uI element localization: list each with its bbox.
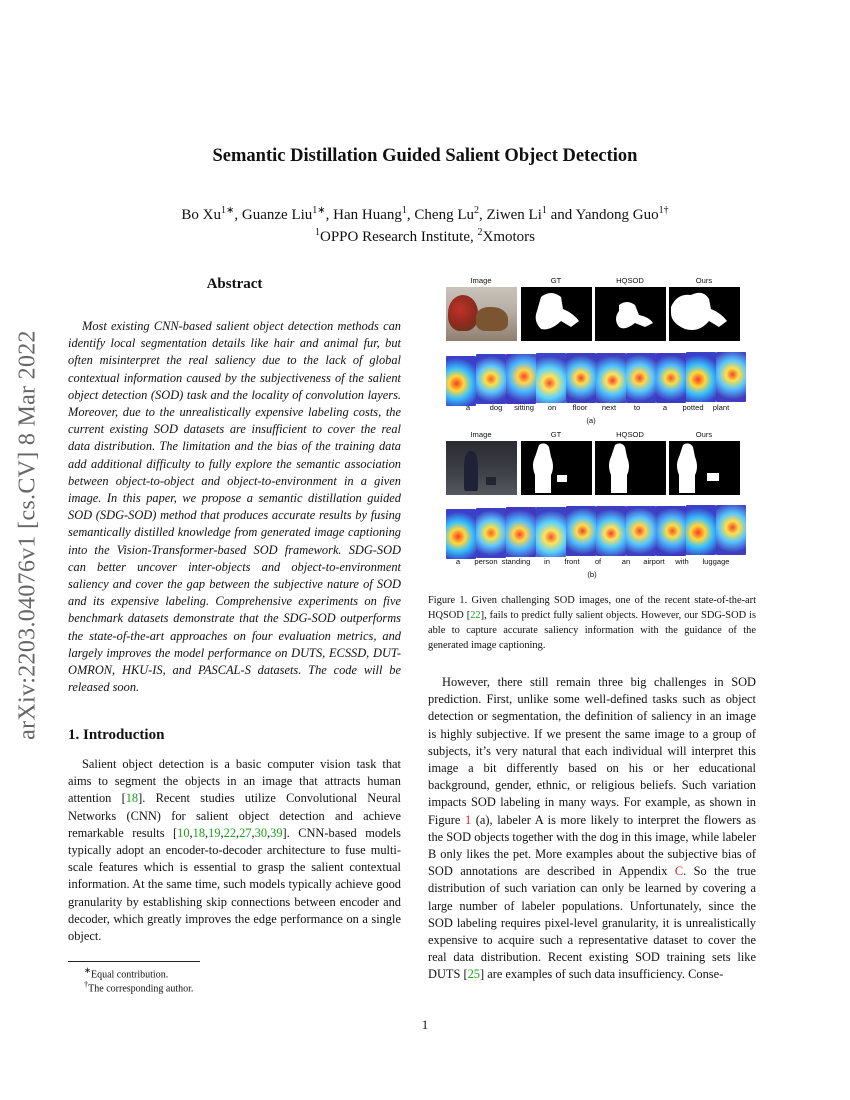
arxiv-id: arXiv:2203.04076v1 [cs.CV] 8 Mar 2022 bbox=[14, 330, 41, 740]
gt-mask-a bbox=[521, 287, 592, 341]
caption-word: standing bbox=[501, 557, 531, 566]
caption-word: a bbox=[465, 403, 471, 412]
caption-word: luggage bbox=[702, 557, 730, 566]
citation-link[interactable]: 10 bbox=[177, 825, 190, 840]
caption-word: next bbox=[601, 403, 617, 412]
col-header-hqsod: HQSOD bbox=[616, 430, 644, 439]
caption-word: to bbox=[633, 403, 641, 412]
citation-link[interactable]: 27 bbox=[239, 825, 252, 840]
subfigure-label-b: (b) bbox=[587, 570, 597, 579]
caption-word: airport bbox=[643, 557, 665, 566]
appendix-ref-link[interactable]: C bbox=[674, 864, 684, 879]
col-header-image: Image bbox=[470, 276, 492, 285]
author-list: Bo $Xu^{1∗}$, Guanze Liu$^{1∗}$, Han Huang$^1$, Cheng Lu$^2$, Ziwen Li$^1$ and Yandong Guo$^{1\dagger}$ bbox=[181, 205, 669, 223]
citation-link[interactable]: 22 bbox=[470, 610, 481, 621]
col-header-gt: GT bbox=[550, 430, 562, 439]
caption-word: floor bbox=[572, 403, 588, 412]
intro-paragraph: Salient object detection is a basic computer vision task that aims to segment the objects in an image that attracts human attention [18]. Recent studies utilize Convolutional Neural Networks (CNN) for salient object detection and achieve remarkable results [10,18,19,22,27,30,39]. CNN-based models typically adopt an encoder-to-decoder architecture to fuse multi-scale features which is essential to grasp the salient contextual information. At the same time, such models typically achieve good granularity by establishing skip connections between encoder and decoder, which greatly improves the edge performance on a single object. bbox=[68, 757, 401, 944]
citation-link[interactable]: 18 bbox=[192, 825, 206, 840]
subfigure-label-a: (a) bbox=[586, 416, 596, 425]
hqsod-mask-b bbox=[595, 441, 666, 495]
flower-pot bbox=[448, 295, 478, 331]
dog-shape bbox=[476, 307, 508, 331]
caption-word: a bbox=[662, 403, 668, 412]
caption-word: an bbox=[621, 557, 631, 566]
caption-word: on bbox=[547, 403, 557, 412]
input-image-person bbox=[446, 441, 517, 495]
caption-word: potted bbox=[682, 403, 704, 412]
citation-link[interactable]: 19 bbox=[208, 825, 221, 840]
caption-word: dog bbox=[489, 403, 503, 412]
hqsod-mask-a bbox=[595, 287, 666, 341]
col-header-gt: GT bbox=[550, 276, 562, 285]
input-image-dog bbox=[446, 287, 517, 341]
col-header-image: Image bbox=[470, 430, 492, 439]
figure-caption: Figure 1. Given challenging SOD images, one of the recent state-of-the-art HQSOD [22], fails to predict fully salient objects. However, our SDG-SOD is able to capture accurate saliency information with the guidance of the generated image captioning. bbox=[428, 595, 756, 651]
affiliations: $^1$OPPO Research Institute, $^2$Xmotors bbox=[315, 227, 535, 245]
citation-link[interactable]: 22 bbox=[223, 825, 237, 840]
citation-link[interactable]: 18 bbox=[125, 791, 139, 806]
ours-mask-a bbox=[669, 287, 740, 341]
ours-mask-b bbox=[669, 441, 740, 495]
col-header-ours: Ours bbox=[695, 430, 713, 439]
figure-1 bbox=[438, 272, 774, 584]
figure-ref-link[interactable]: 1 bbox=[464, 812, 472, 827]
author-block bbox=[0, 202, 850, 246]
body-paragraph: However, there still remain three big challenges in SOD prediction. First, unlike some well-defined tasks such as object detection or segmentation, the definition of saliency in an image is highly subjective. If we present the same image to a group of subjects, it’s very natural that each individual will interpret this image a bit differently based on his or her educational background, gender, ethnic, or religious beliefs. Such variation impacts SOD labeling in many ways. For example, as shown in Figure 1 (a), labeler A is more likely to interpret the flowers as the SOD objects together with the dog in this image, while labeler B only likes the pet. More examples about the subjective bias of SOD annotations are described in Appendix C. So the true distribution of such variation can only be learned by covering a large number of labeler populations. Unfortunately, since the SOD labeling requires pixel-level granularity, it is unrealistically expensive to acquire such a representative dataset to cover the real data distribution. Recent existing SOD training sets like DUTS [25] are examples of such data insufficiency. Conse- bbox=[428, 675, 756, 982]
intro-heading: 1. Introduction bbox=[68, 727, 165, 743]
caption-word: person bbox=[474, 557, 498, 566]
citation-link[interactable]: 25 bbox=[467, 967, 480, 982]
col-header-ours: Ours bbox=[695, 276, 713, 285]
person-shape bbox=[464, 451, 478, 491]
luggage-shape bbox=[486, 477, 496, 485]
footnote-1: ∗Equal contribution. bbox=[84, 966, 169, 981]
attention-maps-a bbox=[446, 350, 746, 408]
footnote-2: †The corresponding author. bbox=[84, 980, 194, 995]
caption-word: of bbox=[594, 557, 602, 566]
caption-word: front bbox=[564, 557, 580, 566]
footnote-rule bbox=[68, 961, 200, 962]
caption-word: plant bbox=[712, 403, 730, 412]
caption-word: with bbox=[675, 557, 689, 566]
col-header-hqsod: HQSOD bbox=[616, 276, 644, 285]
citation-link[interactable]: 30 bbox=[254, 825, 268, 840]
caption-word: sitting bbox=[514, 403, 534, 412]
abstract-heading: Abstract bbox=[206, 276, 263, 292]
citation-link[interactable]: 39 bbox=[270, 825, 283, 840]
gt-mask-b bbox=[521, 441, 592, 495]
caption-word: in bbox=[544, 557, 550, 566]
attention-maps-b bbox=[446, 503, 746, 561]
abstract-text: Most existing CNN-based salient object detection methods can identify local segmentation details like hair and animal fur, but often misinterpret the real saliency due to the lack of global contextual information caused by the subjectiveness of the salient object detection (SOD) task and the locality of convolution layers. Moreover, due to the unrealistically expensive labeling costs, the current existing SOD datasets are insufficient to cover the real data distribution. The limitation and the bias of the training data add additional difficulty to fully explore the semantic association between object-to-object and object-to-environment in a given image. In this paper, we propose a semantic distillation guided SOD (SDG-SOD) method that produces accurate results by fusing semantically distilled knowledge from generated image captioning into the Vision-Transformer-based SOD framework. SDG-SOD can better uncover inter-objects and object-to-environment saliency and cover the gap between the subjective nature of SOD and its expensive labeling. Comprehensive experiments on five benchmark datasets demonstrate that the SDG-SOD outperforms the state-of-the-art approaches on four evaluation metrics, and largely improves the model performance on DUTS, ECSSD, DUT-OMRON, HKU-IS, and PASCAL-S datasets. The code will be released soon. bbox=[68, 319, 401, 695]
paper-title: Semantic Distillation Guided Salient Object Detection bbox=[212, 146, 638, 166]
arxiv-stamp bbox=[8, 295, 48, 775]
caption-word: a bbox=[455, 557, 461, 566]
page-number: 1 bbox=[421, 1017, 429, 1032]
